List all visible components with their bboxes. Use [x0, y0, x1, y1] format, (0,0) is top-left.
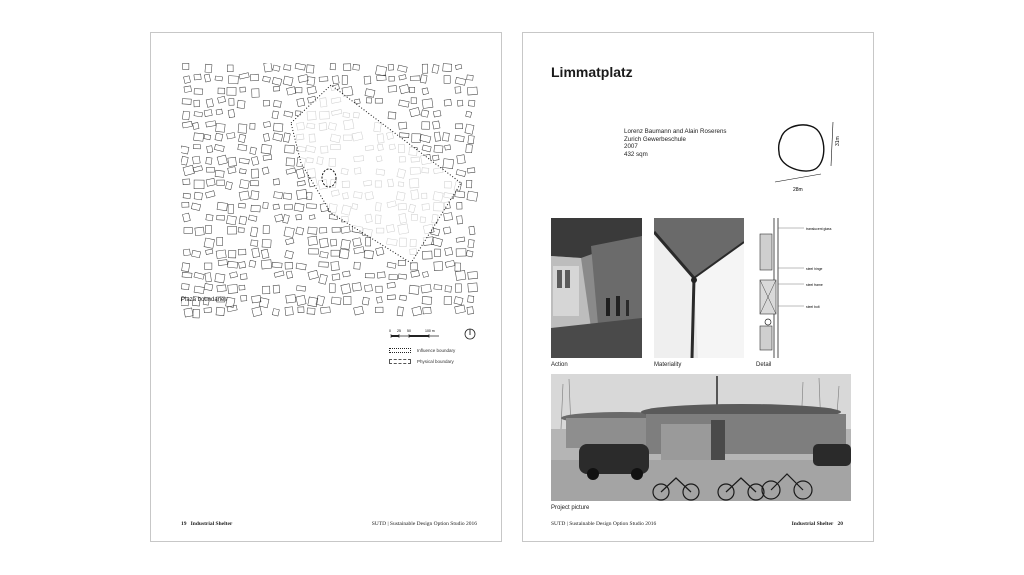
site-map-drawing [181, 63, 481, 325]
dimension-height: 31m [835, 136, 841, 146]
footprint-diagram [773, 118, 853, 208]
scale-tick-0: 0 [389, 329, 391, 333]
year: 2007 [624, 143, 638, 151]
footer-left [181, 521, 232, 527]
location: Zurich Gewerbeschule [624, 135, 686, 143]
architects: Lorenz Baumann and Alain Roserens [624, 128, 727, 135]
caption-action: Action [551, 362, 568, 368]
action-photo [551, 218, 642, 358]
scale-tick-2: 50 [407, 329, 411, 333]
materiality-photo [654, 218, 744, 358]
area: 432 sqm [624, 150, 648, 158]
caption-project: Project picture [551, 505, 590, 511]
section-name: Industrial Shelter [190, 521, 233, 527]
scale-tick-3: 100 m [425, 329, 435, 333]
north-arrow-icon [464, 327, 476, 339]
project-info [624, 128, 727, 158]
caption-materiality: Materiality [654, 362, 682, 368]
footer-right [792, 521, 843, 527]
page-title: Limmatplatz [551, 64, 633, 80]
scale-tick-1: 25 [397, 329, 401, 333]
map-legend [389, 345, 455, 367]
detail-label-frame: steel frame [806, 283, 823, 287]
caption-detail: Detail [756, 362, 772, 368]
scale-bar [389, 328, 441, 342]
footer-left: SUTD | Sustainable Design Option Studio 2016 [551, 521, 657, 527]
legend-label: Physical boundary [417, 359, 454, 364]
project-photo [551, 374, 851, 501]
detail-label-hinge: steel hinge [806, 267, 823, 271]
site-map [181, 63, 481, 325]
detail-label-glass: translucent glass [806, 227, 832, 231]
section-name: Industrial Shelter [791, 521, 834, 527]
legend-label: Influence boundary [417, 348, 456, 353]
influence-swatch [389, 348, 411, 353]
footer-right: SUTD | Sustainable Design Option Studio 2016 [371, 521, 477, 527]
page-number: 19 [181, 521, 187, 527]
legend-item-physical [389, 356, 455, 367]
legend-item-influence [389, 345, 455, 356]
map-caption: Plaza boundaries [181, 297, 228, 303]
detail-label-bolt: steel bolt [806, 305, 820, 309]
left-page [150, 32, 502, 542]
physical-swatch [389, 359, 411, 364]
dimension-width: 28m [793, 187, 803, 193]
detail-drawing [756, 218, 851, 358]
right-page [522, 32, 874, 542]
page-number: 20 [837, 521, 843, 527]
